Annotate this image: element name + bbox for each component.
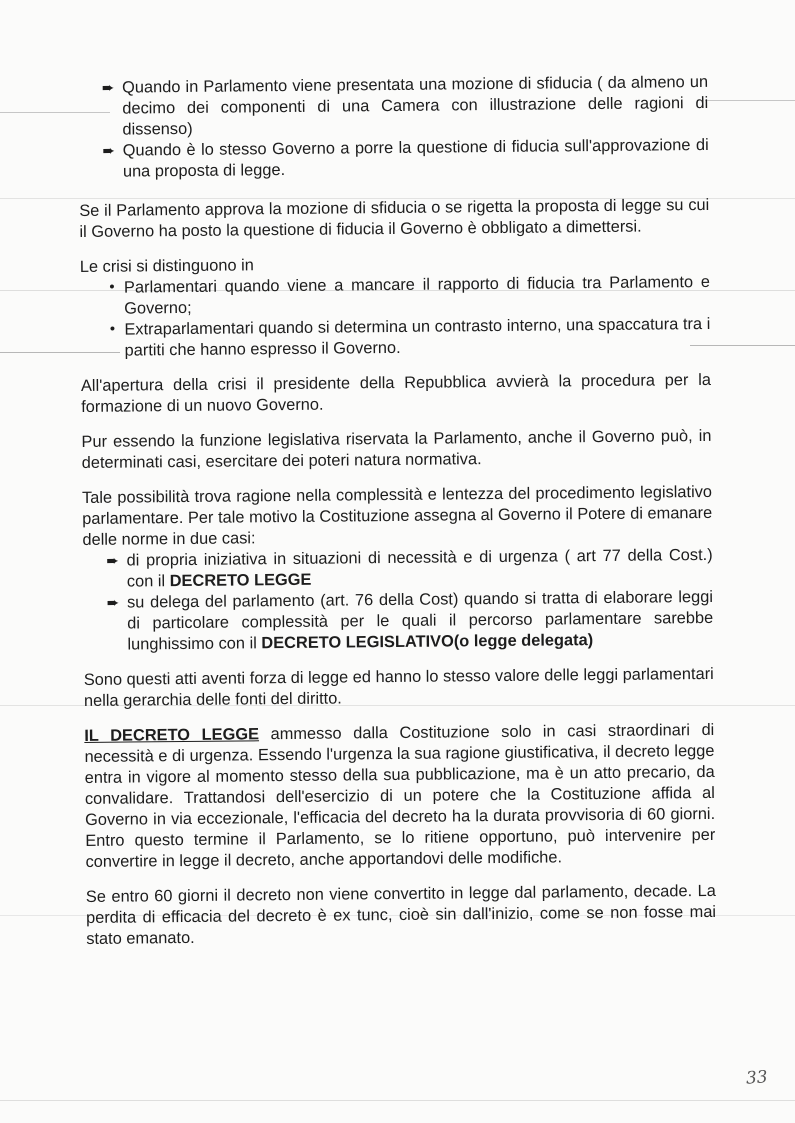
paragraph-forza: Sono questi atti aventi forza di legge ed hanno lo stesso valore delle leggi parlamentari nella gerarchia delle fonti del diritto. (83, 664, 714, 710)
arrow-bullet-icon: ➨ (101, 78, 115, 97)
dot-bullet-icon: • (108, 321, 117, 338)
paragraph-funzione: Pur essendo la funzione legislativa riservata la Parlamento, anche il Governo può, in determinati casi, esercitare dei poteri natura normativa. (81, 426, 712, 472)
paragraph-sfiducia: Se il Parlamento approva la mozione di sfiducia o se rigetta la proposta di legge su cui il Governo ha posto la questione di fiducia il Governo è obbligato a dimettersi. (79, 195, 710, 241)
scan-line (705, 100, 795, 101)
paragraph-possibilita: Tale possibilità trova ragione nella complessità e lentezza del procedimento legislativo parlamentare. Per tale motivo la Costituzione assegna al Governo il Potere di emanare delle norme in due casi: (81, 482, 713, 549)
document-body (78, 72, 716, 964)
paragraph-apertura: All'apertura della crisi il presidente della Repubblica avvierà la procedura per la formazione di un nuovo Governo. (80, 370, 712, 416)
arrow-bullet-icon: ➨ (106, 593, 120, 612)
list-item: • Parlamentari quando viene a mancare il rapporto di fiducia tra Parlamento e Governo; (80, 272, 710, 320)
fiducia-list (78, 72, 709, 183)
casi-list (83, 545, 714, 656)
list-item: ➨ Quando è lo stesso Governo a porre la questione di fiducia sull'approvazione di una proposta di legge. (79, 135, 709, 183)
crisi-list (80, 272, 711, 362)
list-item: • Extraparlamentari quando si determina un contrasto interno, una spaccatura tra i partiti che hanno espresso il Governo. (80, 314, 710, 362)
paragraph-decade: Se entro 60 giorni il decreto non viene convertito in legge dal parlamento, decade. La perdita di efficacia del decreto è ex tunc, cioè sin dall'inizio, come se non fosse mai stato emanato. (85, 881, 717, 948)
scan-line (0, 1100, 795, 1101)
section-heading: IL DECRETO LEGGE (84, 725, 260, 745)
list-item: ➨ Quando in Parlamento viene presentata una mozione di sfiducia ( da almeno un decimo dei componenti di una Camera con illustrazione delle ragioni di dissenso) (78, 72, 709, 141)
list-item: ➨ di propria iniziativa in situazioni di necessità e di urgenza ( art 77 della Cost.) con il DECRETO LEGGE (83, 545, 713, 593)
paragraph-decreto-legge: IL DECRETO LEGGE ammesso dalla Costituzione solo in casi straordinari di necessità e di urgenza. Essendo l'urgenza la sua ragione giustificativa, il decreto legge entra in vigore al momento stesso della sua pubblicazione, ma è un atto precario, da convalidare. Trattandosi dell'esercizio di un potere che la Costituzione affida al Governo in via eccezionale, l'efficacia del decreto ha la durata provvisoria di 60 giorni. Entro questo termine il Parlamento, se lo ritiene opportuno, può intervenire per convertire in legge il decreto, anche apportandovi delle modifiche. (84, 720, 716, 871)
list-item: ➨ su delega del parlamento (art. 76 della Cost) quando si tratta di elaborare leggi di particolare complessità per le quali il percorso parlamentare sarebbe lunghissimo con il DECRETO LEGISLATIVO(o legge delegata) (83, 587, 714, 656)
arrow-bullet-icon: ➨ (106, 551, 120, 570)
page-number: 33 (745, 1067, 769, 1089)
paragraph-crisi-intro: Le crisi si distinguono in (79, 256, 254, 276)
dot-bullet-icon: • (107, 279, 117, 296)
arrow-bullet-icon: ➨ (102, 141, 116, 160)
